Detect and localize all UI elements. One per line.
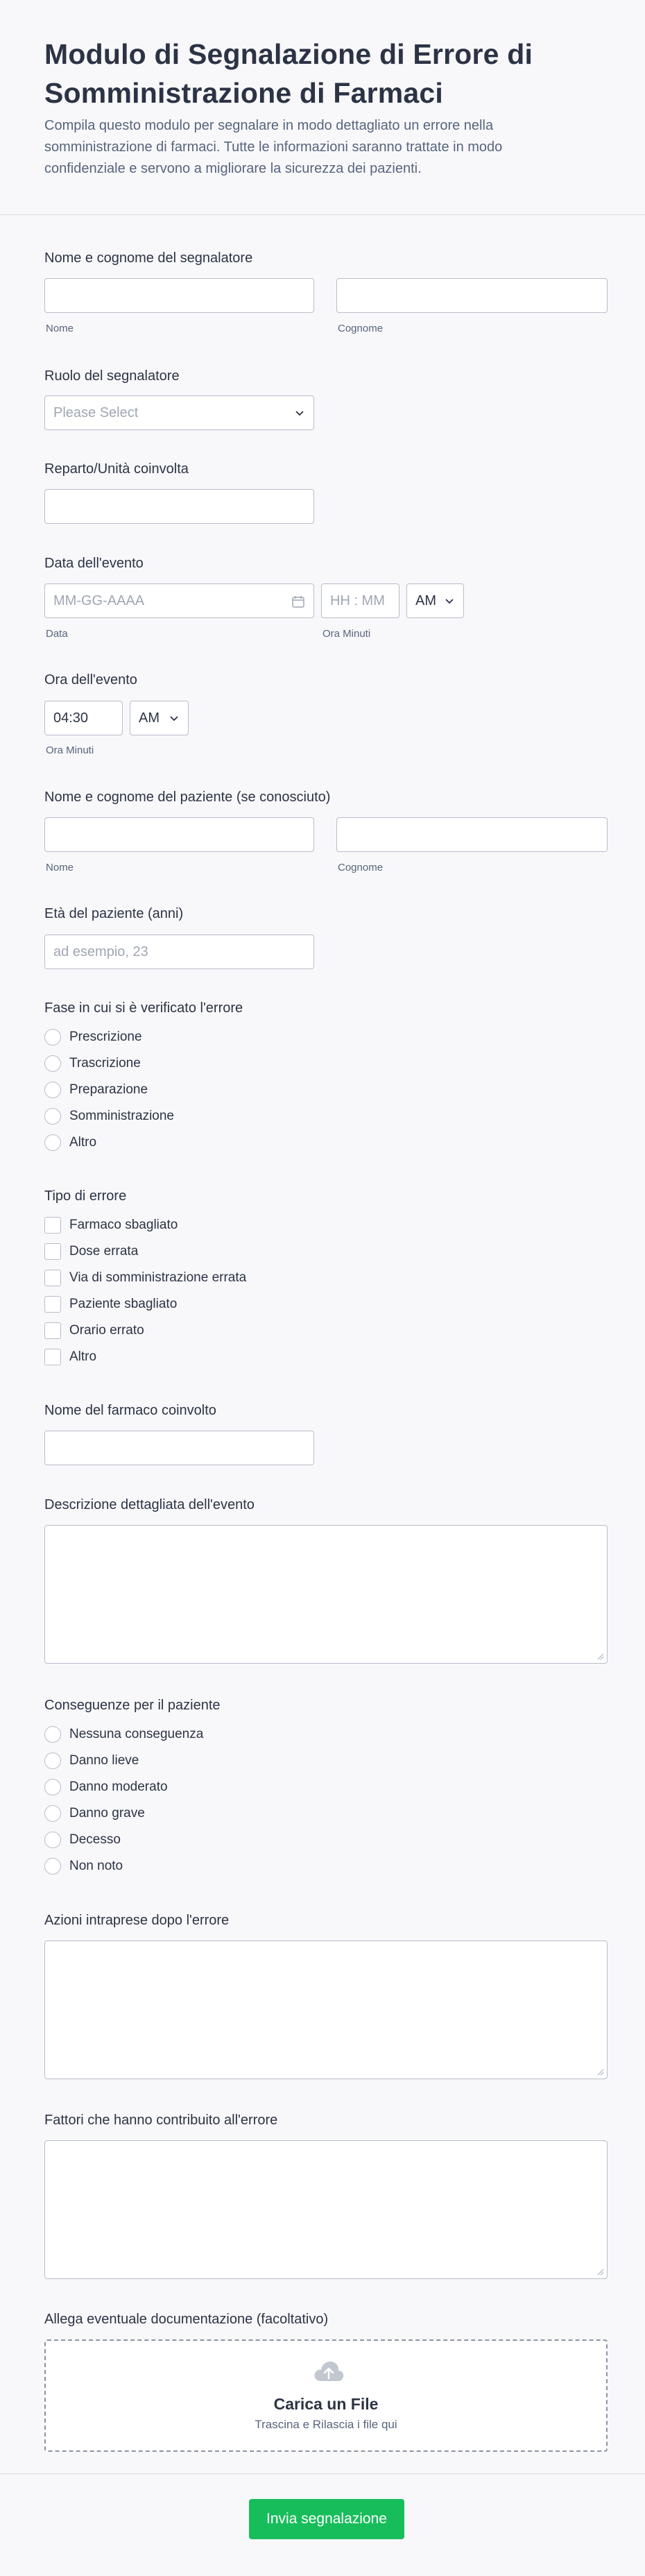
consequences-label: Conseguenze per il paziente	[44, 1698, 221, 1713]
checkbox[interactable]	[44, 1243, 61, 1260]
event-time-sublabel: Ora Minuti	[322, 628, 371, 640]
department-input[interactable]	[44, 489, 314, 524]
upload-hint: Trascina e Rilascia i file qui	[255, 2418, 397, 2431]
radio-option[interactable]: Nessuna conseguenza	[44, 1721, 203, 1748]
reporter-first-name-sublabel: Nome	[46, 323, 74, 334]
reporter-name-label: Nome e cognome del segnalatore	[44, 250, 253, 266]
event-description-label: Descrizione dettagliata dell'evento	[44, 1497, 255, 1512]
radio-button[interactable]	[44, 1726, 61, 1743]
event-time-placeholder: HH : MM	[330, 592, 385, 608]
drug-name-label: Nome del farmaco coinvolto	[44, 1403, 216, 1418]
form-description: Compila questo modulo per segnalare in modo dettagliato un errore nella somministrazione di farmaci. Tutte le informazioni saranno trattate in modo confidenziale e servono a migliorare la sicurezza dei pazienti.	[44, 118, 503, 176]
file-upload-dropzone[interactable]	[44, 2339, 608, 2452]
radio-option[interactable]: Decesso	[44, 1827, 203, 1853]
checkbox[interactable]	[44, 1322, 61, 1339]
reporter-first-name-input[interactable]	[44, 278, 314, 313]
event-date-label: Data dell'evento	[44, 556, 144, 571]
radio-button[interactable]	[44, 1832, 61, 1848]
error-phase-label: Fase in cui si è verificato l'errore	[44, 1000, 243, 1016]
factors-label: Fattori che hanno contribuito all'errore	[44, 2113, 278, 2128]
event-hour-label: Ora dell'evento	[44, 672, 137, 688]
patient-name-label: Nome e cognome del paziente (se conosciuto)	[44, 790, 331, 805]
patient-age-placeholder: ad esempio, 23	[53, 944, 148, 959]
cloud-upload-icon	[313, 2359, 345, 2384]
role-label: Ruolo del segnalatore	[44, 368, 180, 384]
form-title: Modulo di Segnalazione di Errore di Somministrazione di Farmaci	[44, 38, 533, 109]
radio-option[interactable]: Altro	[44, 1129, 174, 1156]
patient-first-name-sublabel: Nome	[46, 862, 74, 873]
radio-button[interactable]	[44, 1108, 61, 1125]
radio-button[interactable]	[44, 1858, 61, 1875]
radio-button[interactable]	[44, 1055, 61, 1072]
radio-button[interactable]	[44, 1779, 61, 1795]
upload-title: Carica un File	[273, 2395, 379, 2413]
event-date-input[interactable]	[44, 583, 314, 618]
resize-handle-icon[interactable]	[596, 2067, 604, 2076]
error-type-label: Tipo di errore	[44, 1188, 127, 1204]
checkbox[interactable]	[44, 1217, 61, 1234]
calendar-icon[interactable]	[291, 595, 305, 608]
factors-textarea[interactable]	[44, 2140, 608, 2279]
drug-name-input[interactable]	[44, 1431, 314, 1465]
event-ampm-select[interactable]	[406, 583, 464, 618]
radio-option[interactable]: Non noto	[44, 1853, 203, 1879]
checkbox-option[interactable]: Paziente sbagliato	[44, 1291, 246, 1317]
chevron-down-icon	[294, 407, 305, 418]
radio-option[interactable]: Danno lieve	[44, 1748, 203, 1774]
event-hour-value: 04:30	[53, 710, 89, 726]
event-hour-sublabel: Ora Minuti	[46, 744, 94, 756]
patient-first-name-input[interactable]	[44, 817, 314, 852]
event-hour-input[interactable]	[44, 701, 123, 735]
radio-option[interactable]: Danno grave	[44, 1800, 203, 1827]
checkbox[interactable]	[44, 1349, 61, 1365]
checkbox-option[interactable]: Farmaco sbagliato	[44, 1212, 246, 1238]
radio-option[interactable]: Danno moderato	[44, 1774, 203, 1800]
patient-last-name-input[interactable]	[336, 817, 608, 852]
error-phase-options	[44, 1024, 174, 1156]
event-date-placeholder: MM-GG-AAAA	[53, 592, 145, 608]
radio-button[interactable]	[44, 1134, 61, 1151]
resize-handle-icon[interactable]	[596, 1652, 604, 1660]
radio-button[interactable]	[44, 1082, 61, 1098]
department-label: Reparto/Unità coinvolta	[44, 461, 189, 477]
checkbox-option[interactable]: Altro	[44, 1344, 246, 1370]
actions-label: Azioni intraprese dopo l'errore	[44, 1913, 230, 1928]
event-date-sublabel: Data	[46, 628, 68, 640]
consequences-options	[44, 1721, 203, 1879]
checkbox[interactable]	[44, 1270, 61, 1286]
actions-textarea[interactable]	[44, 1940, 608, 2079]
reporter-last-name-input[interactable]	[336, 278, 608, 313]
checkbox[interactable]	[44, 1296, 61, 1313]
patient-age-label: Età del paziente (anni)	[44, 906, 184, 921]
event-hour-ampm-select[interactable]	[130, 701, 189, 735]
radio-option[interactable]: Preparazione	[44, 1077, 174, 1103]
radio-option[interactable]: Prescrizione	[44, 1024, 174, 1050]
checkbox-option[interactable]: Via di somministrazione errata	[44, 1265, 246, 1291]
event-time-input[interactable]	[321, 583, 399, 618]
error-type-options	[44, 1212, 246, 1370]
checkbox-option[interactable]: Dose errata	[44, 1238, 246, 1265]
role-select[interactable]	[44, 395, 314, 430]
event-hour-ampm-value: AM	[139, 710, 160, 726]
form-header	[0, 0, 645, 215]
chevron-down-icon	[169, 713, 180, 724]
radio-option[interactable]: Trascrizione	[44, 1050, 174, 1077]
attachment-label: Allega eventuale documentazione (facoltativo)	[44, 2312, 329, 2327]
checkbox-option[interactable]: Orario errato	[44, 1317, 246, 1344]
event-description-textarea[interactable]	[44, 1525, 608, 1664]
event-ampm-value: AM	[415, 592, 436, 608]
radio-button[interactable]	[44, 1805, 61, 1822]
footer-divider	[0, 2473, 645, 2474]
patient-last-name-sublabel: Cognome	[338, 862, 384, 873]
chevron-down-icon	[444, 595, 455, 606]
resize-handle-icon[interactable]	[596, 2267, 604, 2276]
radio-button[interactable]	[44, 1752, 61, 1769]
reporter-last-name-sublabel: Cognome	[338, 323, 384, 334]
radio-option[interactable]: Somministrazione	[44, 1103, 174, 1129]
patient-age-input[interactable]	[44, 935, 314, 969]
radio-button[interactable]	[44, 1029, 61, 1046]
role-select-placeholder: Please Select	[53, 404, 139, 420]
submit-button[interactable]: Invia segnalazione	[249, 2499, 404, 2539]
